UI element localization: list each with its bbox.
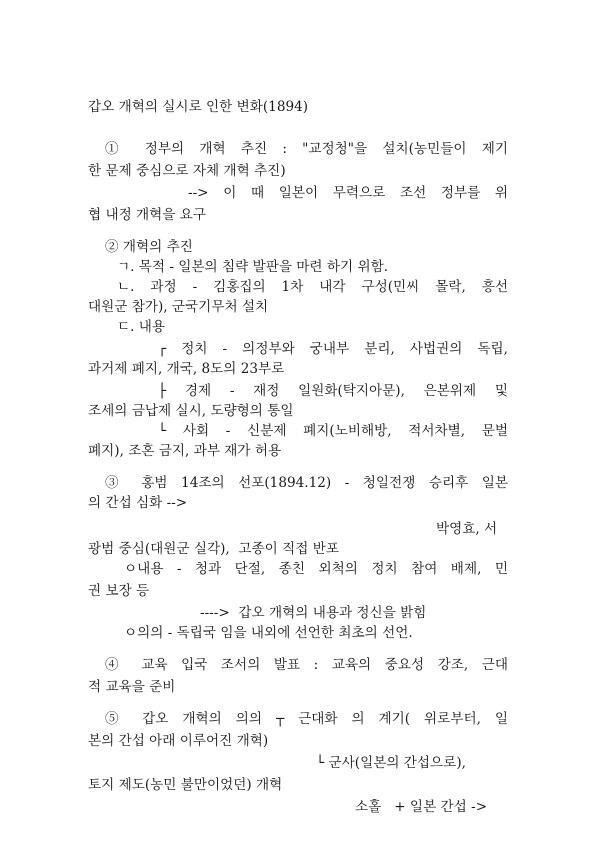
society-line-1: └ 사회 - 신분제 폐지(노비해방, 적서차별, 문벌 <box>158 423 508 439</box>
section-1-line-3: --> 이 때 일본이 무력으로 조선 정부를 위 <box>188 185 508 201</box>
section-4-line-1: ④ 교육 입국 조서의 발표 : 교육의 중요성 강조, 근대 <box>105 657 508 673</box>
section-1-line-4: 협 내정 개혁을 요구 <box>88 207 207 223</box>
section-3-line-2: 의 간섭 심화 --> <box>88 495 188 511</box>
section-5-line-3: └ 군사(일본의 간섭으로), <box>316 755 466 771</box>
section-3-line-1: ③ 홍범 14조의 선포(1894.12) - 청일전쟁 승리후 일본 <box>105 475 508 491</box>
section-5-line-5: 소홀 + 일본 간섭 -> <box>355 799 488 815</box>
section-3-significance: ㅇ의의 - 독립국 임을 내외에 선언한 최초의 선언. <box>124 625 413 641</box>
section-3-content-line-1: ㅇ내용 - 청과 단절, 종친 외척의 정치 참여 배제, 민 <box>124 561 508 577</box>
economy-line-2: 조세의 금납제 실시, 도량형의 통일 <box>88 403 294 419</box>
section-3-arrow-line: ----> 갑오 개혁의 내용과 정신을 밝힘 <box>200 605 427 621</box>
economy-line-1: ├ 경제 - 재정 일원화(탁지아문), 은본위제 및 <box>158 383 508 399</box>
section-2-heading: ② 개혁의 추진 <box>105 239 193 255</box>
section-2-item-a: ㄱ. 목적 - 일본의 침략 발판을 마련 하기 위함. <box>117 259 389 275</box>
society-line-2: 폐지), 조혼 금지, 과부 재가 허용 <box>88 443 282 459</box>
section-4-line-2: 적 교육을 준비 <box>88 679 176 695</box>
section-5-line-4: 토지 제도(농민 불만이었던) 개혁 <box>88 777 283 793</box>
section-2-item-b-line-1: ㄴ. 과정 - 김홍집의 1차 내각 구성(민씨 몰락, 흥선 <box>117 279 508 295</box>
section-3-line-4: 광범 중심(대원군 실각), 고종이 직접 반포 <box>88 541 339 557</box>
section-1-line-2: 한 문제 중심으로 자체 개혁 추진) <box>88 163 286 179</box>
section-5-line-1: ⑤ 갑오 개혁의 의의 ┬ 근대화 의 계기( 위로부터, 일 <box>105 711 508 727</box>
section-5-line-2: 본의 간섭 아래 이루어진 개혁) <box>88 733 269 749</box>
section-1-line-1: ① 정부의 개혁 추진 : "교정청"을 설치(농민들이 제기 <box>105 141 508 157</box>
section-3-content-line-2: 권 보장 등 <box>88 583 150 599</box>
politics-line-1: ┌ 정치 - 의정부와 궁내부 분리, 사법권의 독립, <box>158 341 508 357</box>
section-3-line-3: 박영효, 서 <box>436 521 498 537</box>
politics-line-2: 과거제 폐지, 개국, 8도의 23부로 <box>88 361 285 377</box>
document-title: 갑오 개혁의 실시로 인한 변화(1894) <box>88 99 309 115</box>
section-2-item-c: ㄷ. 내용 <box>117 319 166 335</box>
section-2-item-b-line-2: 대원군 참가), 군국기무처 설치 <box>88 299 269 315</box>
